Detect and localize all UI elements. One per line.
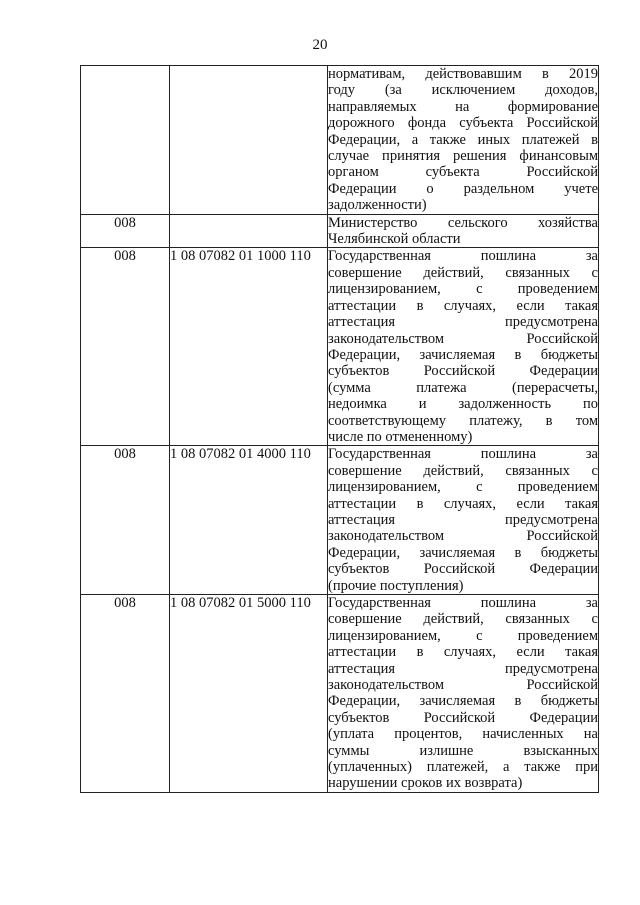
kbk-code-cell — [170, 66, 328, 215]
admin-code-cell: 008 — [81, 214, 170, 248]
table-row — [81, 248, 599, 446]
kbk-code-cell — [170, 214, 328, 248]
page-number: 20 — [312, 37, 328, 53]
revenue-name-line: числе по отмененному) — [328, 428, 473, 445]
revenue-name-line: аттестация предусмотрена — [328, 660, 598, 677]
admin-code-cell — [81, 66, 170, 215]
revenue-name-line: органом субъекта Российской — [328, 164, 598, 181]
revenue-name-cell — [328, 214, 599, 248]
revenue-name-line: нормативам, действовавшим в 2019 — [328, 66, 598, 82]
revenue-name-line: аттестации в случаях, если такая — [328, 495, 598, 512]
kbk-code-cell: 1 08 07082 01 1000 110 — [170, 248, 328, 446]
revenue-name-line: Федерации, зачисляемая в бюджеты — [328, 346, 598, 363]
revenue-name-line: Государственная пошлина за — [328, 595, 598, 611]
revenue-name-line: (уплата процентов, начисленных на — [328, 726, 598, 743]
revenue-name-line: лицензированием, с проведением — [328, 479, 598, 496]
admin-code-cell: 008 — [81, 446, 170, 595]
revenue-name-line: (уплаченных) платежей, а также при — [328, 759, 598, 776]
table-body — [81, 66, 599, 793]
kbk-code-cell: 1 08 07082 01 4000 110 — [170, 446, 328, 595]
revenue-name-line: Государственная пошлина за — [328, 248, 598, 265]
revenue-name-line: году (за исключением доходов, — [328, 82, 598, 99]
revenue-name-cell — [328, 248, 599, 446]
revenue-name-line: лицензированием, с проведением — [328, 281, 598, 298]
revenue-name-line: лицензированием, с проведением — [328, 627, 598, 644]
revenue-name-line: Федерации, зачисляемая в бюджеты — [328, 544, 598, 561]
kbk-code-cell: 1 08 07082 01 5000 110 — [170, 595, 328, 793]
revenue-name-line: Федерации, зачисляемая в бюджеты — [328, 693, 598, 710]
revenue-name-line: совершение действий, связанных с — [328, 611, 598, 628]
revenue-name-line: аттестации в случаях, если такая — [328, 297, 598, 314]
revenue-name-line: Государственная пошлина за — [328, 446, 598, 463]
revenue-name-line: законодательством Российской — [328, 330, 598, 347]
revenue-name-line: Министерство сельского хозяйства — [328, 214, 598, 231]
revenue-name-line: аттестация предусмотрена — [328, 511, 598, 528]
admin-code-cell: 008 — [81, 248, 170, 446]
revenue-name-line: нарушении сроков их возврата) — [328, 775, 523, 792]
revenue-name-line: аттестация предусмотрена — [328, 314, 598, 331]
revenue-name-line: законодательством Российской — [328, 677, 598, 694]
revenue-name-line: совершение действий, связанных с — [328, 462, 598, 479]
table-row — [81, 595, 599, 793]
admin-code-cell: 008 — [81, 595, 170, 793]
revenue-name-line: недоимка и задолженность по — [328, 396, 598, 413]
revenue-name-cell — [328, 595, 599, 793]
revenue-name-line: аттестации в случаях, если такая — [328, 644, 598, 661]
revenue-name-line: направляемых на формирование — [328, 98, 598, 115]
revenue-name-line: задолженности) — [328, 197, 427, 214]
revenue-name-line: Федерации, а также иных платежей в — [328, 131, 598, 148]
table-row — [81, 446, 599, 595]
revenue-name-line: Челябинской области — [328, 231, 461, 248]
table-row — [81, 66, 599, 215]
revenue-name-line: суммы излишне взысканных — [328, 742, 598, 759]
revenue-name-line: Федерации о раздельном учете — [328, 180, 598, 197]
revenue-name-line: законодательством Российской — [328, 528, 598, 545]
revenue-name-line: (прочие поступления) — [328, 577, 464, 594]
revenue-name-line: субъектов Российской Федерации — [328, 709, 598, 726]
budget-revenue-table — [80, 65, 599, 793]
revenue-name-line: субъектов Российской Федерации — [328, 363, 598, 380]
revenue-name-line: субъектов Российской Федерации — [328, 561, 598, 578]
table-row — [81, 214, 599, 248]
revenue-name-cell — [328, 66, 599, 215]
revenue-name-line: (сумма платежа (перерасчеты, — [328, 379, 598, 396]
revenue-name-line: совершение действий, связанных с — [328, 264, 598, 281]
revenue-name-line: дорожного фонда субъекта Российской — [328, 115, 598, 132]
revenue-name-cell — [328, 446, 599, 595]
revenue-name-line: случае принятия решения финансовым — [328, 148, 598, 165]
revenue-name-line: соответствующему платежу, в том — [328, 412, 598, 429]
